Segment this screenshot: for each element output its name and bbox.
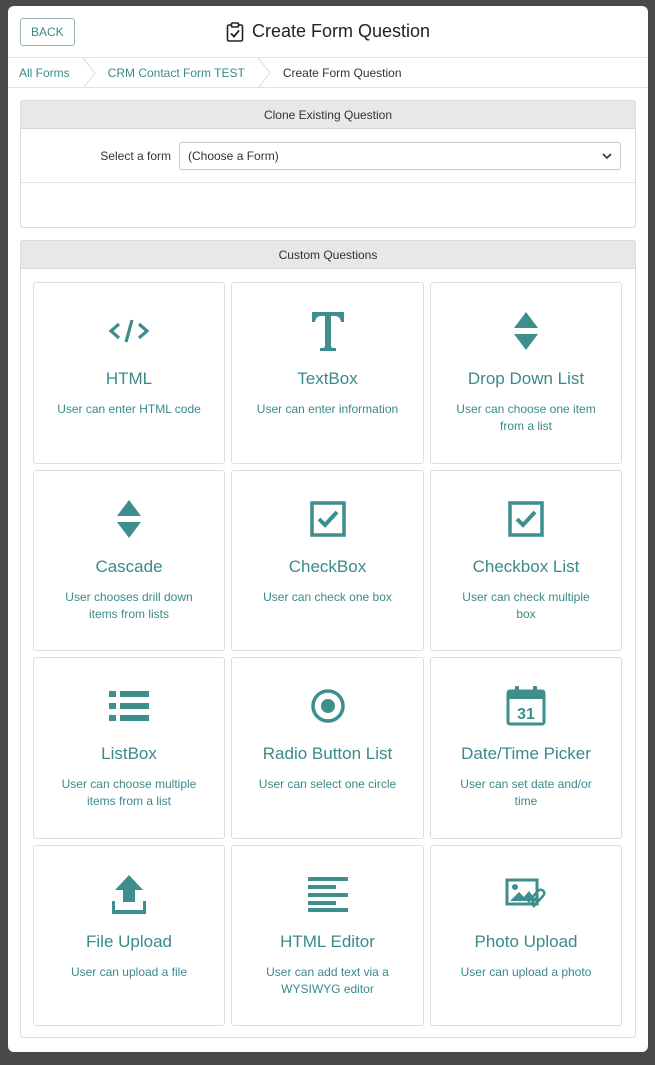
question-card-cascade[interactable] [33, 470, 225, 651]
list-icon [109, 690, 149, 722]
breadcrumb-form[interactable]: CRM Contact Form TEST [107, 65, 245, 80]
card-title: CheckBox [288, 557, 367, 576]
card-description: User can select one circle [258, 777, 397, 791]
question-card-checkbox-list[interactable] [430, 470, 622, 651]
clone-row [21, 129, 635, 183]
form-select[interactable] [179, 142, 621, 170]
card-description: User can check one box [263, 590, 392, 604]
sort-icon [512, 311, 540, 351]
back-button[interactable]: BACK [20, 18, 75, 46]
card-description: User chooses drill down items from lists [65, 590, 193, 621]
card-description: User can upload a photo [460, 965, 592, 979]
card-title: TextBox [297, 369, 358, 388]
photo-attach-icon [505, 877, 547, 911]
upload-icon [112, 874, 146, 914]
card-title: File Upload [86, 932, 172, 951]
question-card-textbox[interactable] [231, 282, 424, 464]
text-icon [310, 310, 346, 352]
card-description: User can upload a file [70, 965, 188, 979]
card-title: Cascade [95, 557, 163, 576]
radio-icon [310, 688, 346, 724]
card-description: User can set date and/or time [460, 777, 592, 808]
card-title: Drop Down List [467, 369, 585, 388]
card-description: User can choose one item from a list [456, 402, 596, 433]
clone-panel-heading: Clone Existing Question [21, 101, 635, 129]
form-select-value: (Choose a Form) [188, 148, 279, 163]
checkbox-icon [508, 501, 544, 537]
breadcrumb-all-forms[interactable]: All Forms [19, 65, 70, 80]
question-card-listbox[interactable] [33, 657, 225, 839]
chevron-down-icon [602, 152, 612, 160]
page-header [8, 6, 648, 58]
card-title: Photo Upload [474, 932, 578, 951]
card-title: Date/Time Picker [461, 744, 591, 763]
custom-questions-panel [20, 240, 636, 1038]
card-description: User can enter information [256, 402, 399, 416]
card-title: Radio Button List [262, 744, 393, 763]
question-card-date-time-picker[interactable] [430, 657, 622, 839]
chevron-right-icon [257, 58, 271, 88]
card-title: HTML [105, 369, 153, 388]
calendar-day-number: 31 [517, 706, 535, 723]
question-card-drop-down-list[interactable] [430, 282, 622, 464]
app-window [8, 6, 648, 1052]
card-title: HTML Editor [280, 932, 375, 951]
chevron-right-icon [82, 58, 96, 88]
card-description: User can choose multiple items from a list [61, 777, 197, 808]
card-description: User can add text via a WYSIWYG editor [266, 965, 389, 996]
title-group [226, 21, 430, 42]
question-card-checkbox[interactable] [231, 470, 424, 651]
align-left-icon [308, 876, 348, 912]
checkbox-icon [310, 501, 346, 537]
custom-questions-heading: Custom Questions [21, 241, 635, 269]
question-card-file-upload[interactable] [33, 845, 225, 1026]
question-card-html[interactable] [33, 282, 225, 464]
question-card-photo-upload[interactable] [430, 845, 622, 1026]
card-description: User can enter HTML code [57, 402, 201, 416]
clipboard-check-icon [226, 22, 244, 42]
sort-icon [115, 499, 143, 539]
code-icon [108, 317, 150, 345]
question-type-grid [33, 282, 622, 1026]
clone-panel [20, 100, 636, 228]
question-card-html-editor[interactable] [231, 845, 424, 1026]
select-form-label: Select a form [100, 148, 171, 163]
page-title: Create Form Question [251, 21, 431, 41]
calendar-icon [506, 686, 546, 726]
breadcrumb-current: Create Form Question [282, 65, 402, 80]
question-card-radio-button-list[interactable] [231, 657, 424, 839]
card-description: User can check multiple box [462, 590, 590, 621]
card-title: Checkbox List [472, 557, 580, 576]
breadcrumb [8, 58, 648, 88]
card-title: ListBox [101, 744, 157, 763]
